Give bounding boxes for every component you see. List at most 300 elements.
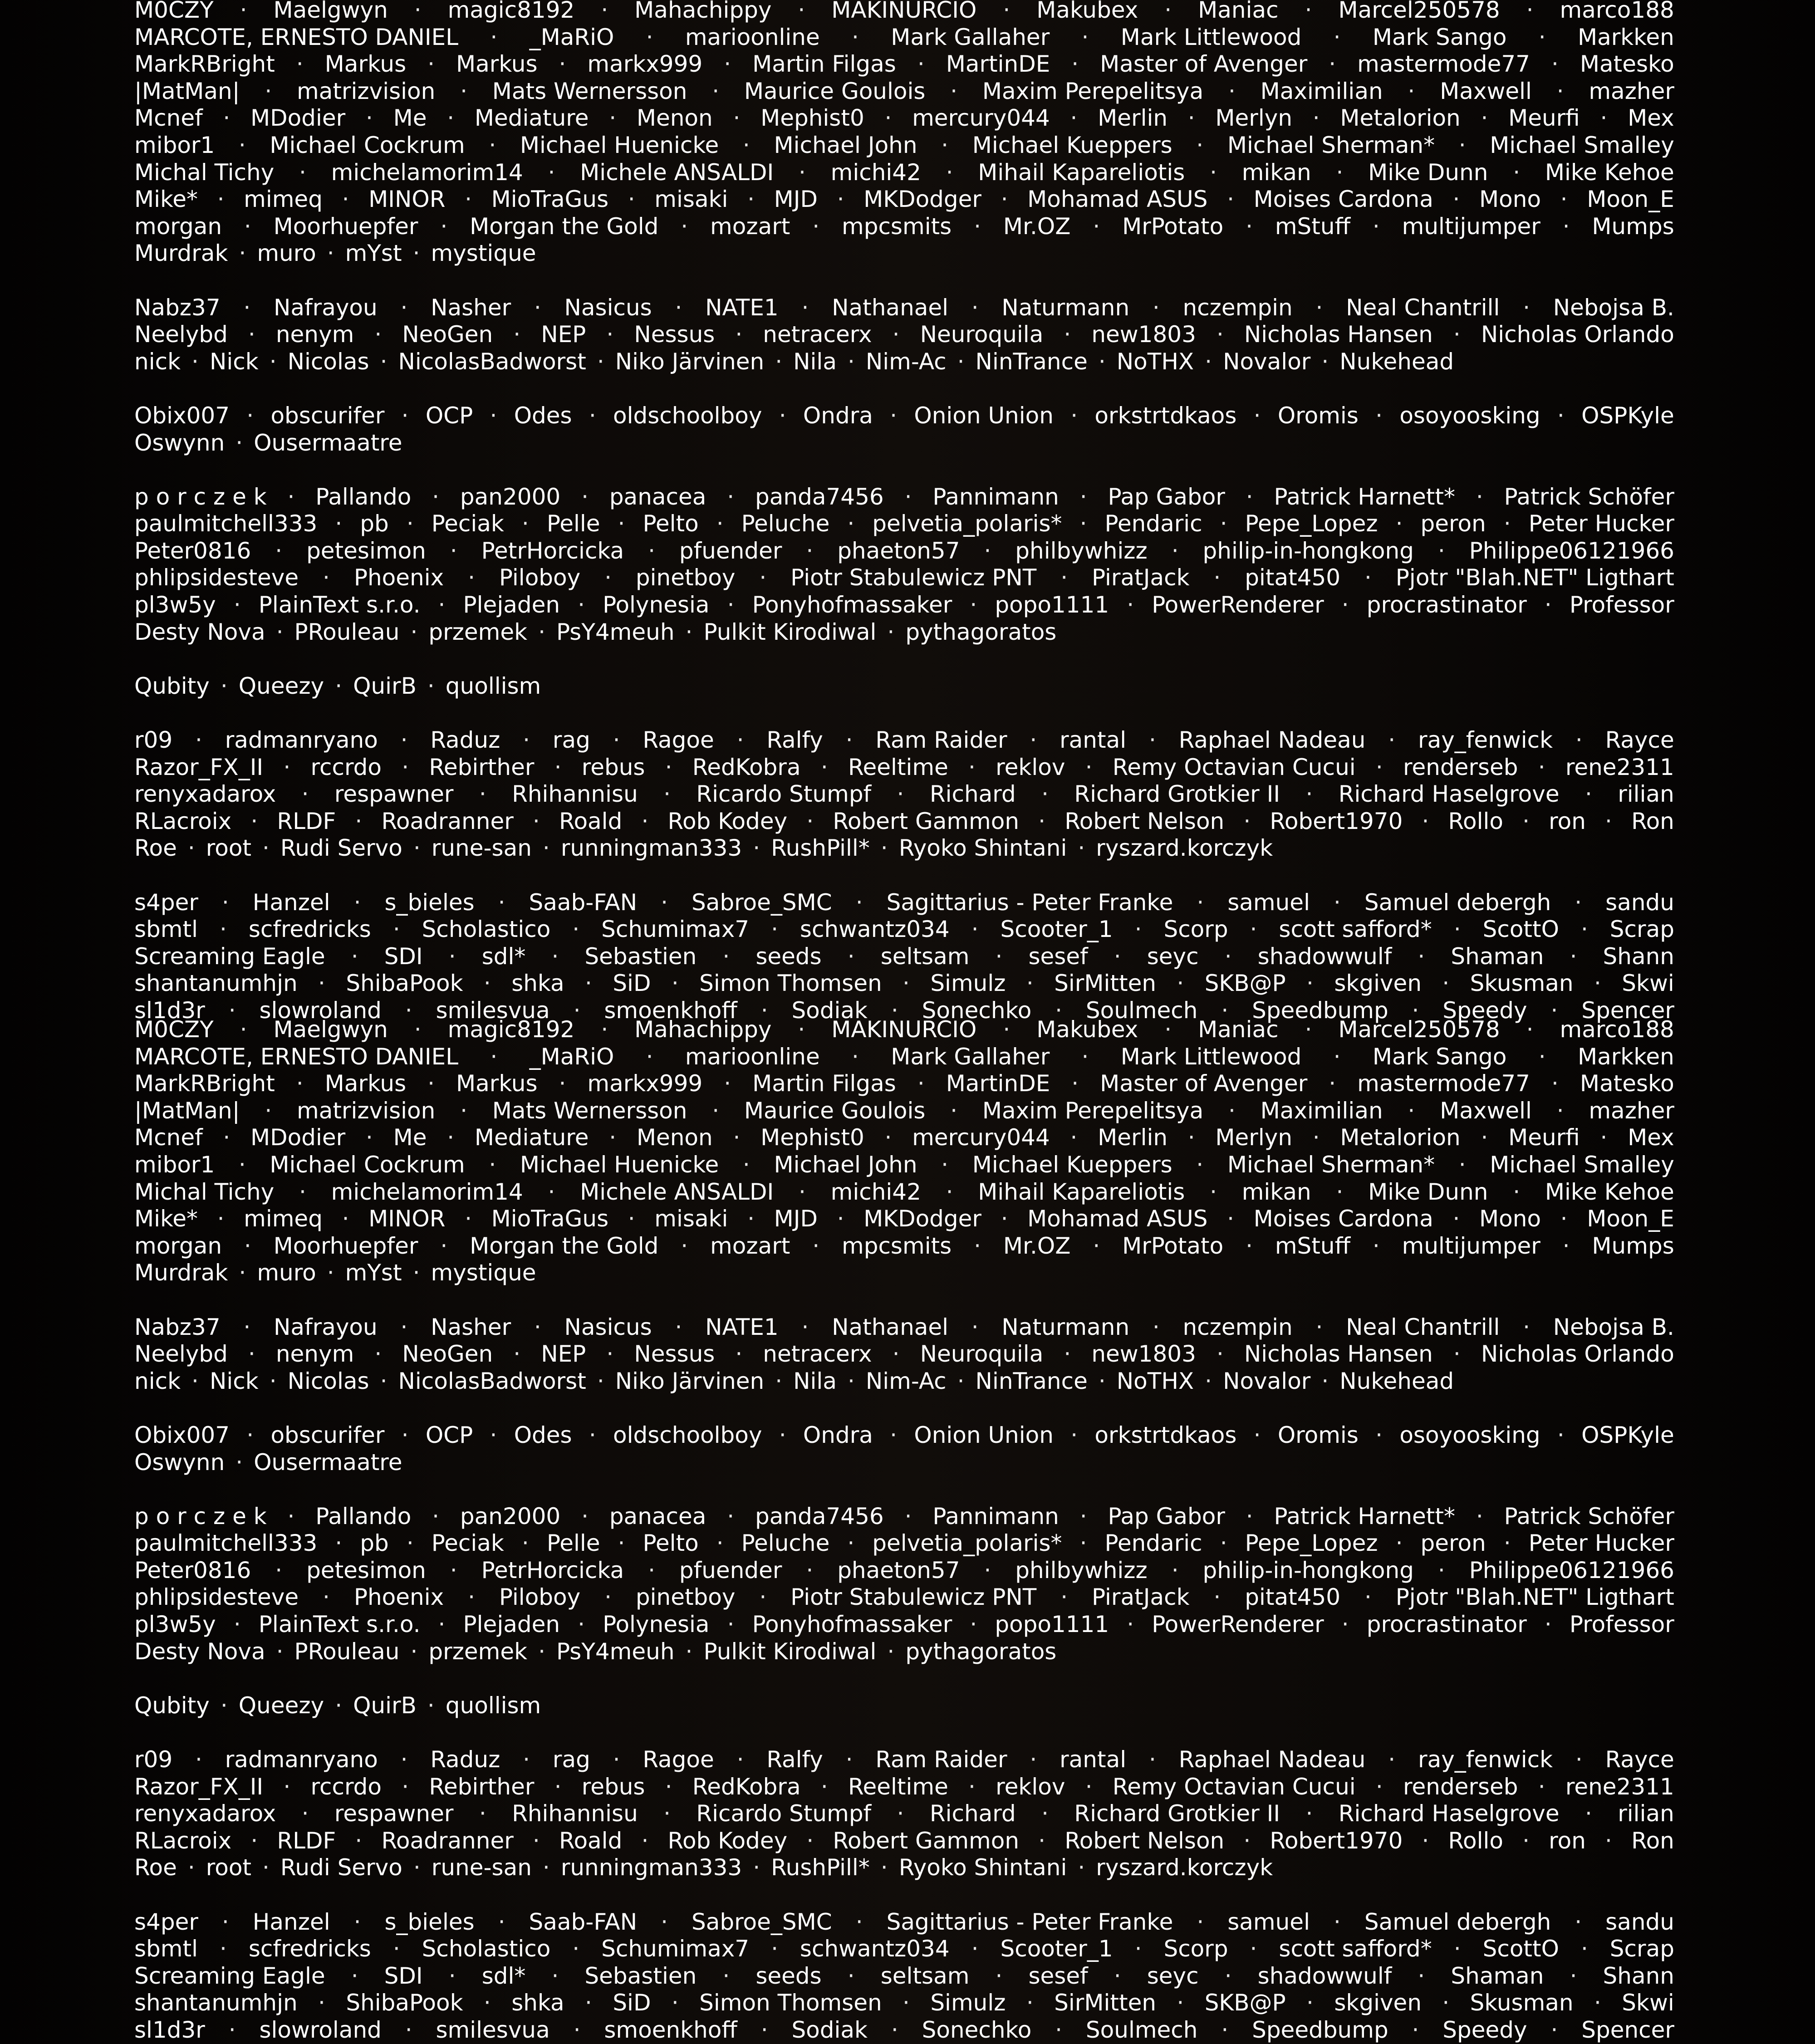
credit-name: samuel xyxy=(1227,1908,1310,1935)
separator-dot: · xyxy=(578,592,585,618)
credit-name: Robert Nelson xyxy=(1064,808,1225,834)
credit-name: Pelle xyxy=(546,510,600,537)
separator-dot: · xyxy=(355,1827,363,1854)
credits-line xyxy=(134,51,1674,78)
credit-name: Piotr Stabulewicz PNT xyxy=(790,1584,1037,1611)
credit-name: Michele ANSALDI xyxy=(580,1178,774,1205)
separator-dot: · xyxy=(852,1043,859,1070)
separator-dot: · xyxy=(1481,105,1488,132)
credit-name: PiratJack xyxy=(1091,564,1190,591)
credits-line xyxy=(134,348,1674,376)
credit-name: MINOR xyxy=(368,186,446,213)
separator-dot: · xyxy=(665,754,672,780)
separator-dot: · xyxy=(712,1097,720,1124)
credit-name: nczempin xyxy=(1182,1314,1293,1340)
credits-line xyxy=(134,1936,1674,1963)
credit-name: r09 xyxy=(134,727,173,754)
credits-section-q xyxy=(134,1692,1674,1746)
separator-dot: · xyxy=(551,943,559,970)
credit-name: mastermode77 xyxy=(1357,1070,1530,1097)
credit-name: Martin Filgas xyxy=(752,1070,896,1097)
credit-name: Rhihannisu xyxy=(512,781,638,808)
credits-line xyxy=(134,1854,1674,1882)
separator-dot: · xyxy=(489,1151,496,1178)
credit-name: Ragoe xyxy=(643,727,714,754)
separator-dot: · xyxy=(968,754,976,780)
separator-dot: · xyxy=(217,1206,225,1232)
separator-dot: · xyxy=(221,1908,229,1935)
separator-dot: · xyxy=(950,78,958,104)
separator-dot: · xyxy=(335,1692,343,1719)
separator-dot: · xyxy=(195,727,202,754)
credit-name: Mats Wernersson xyxy=(492,1097,687,1124)
credit-name: p o r c z e k xyxy=(134,483,267,510)
separator-dot: · xyxy=(355,808,363,834)
credit-name: PowerRenderer xyxy=(1152,1611,1324,1638)
credit-name: root xyxy=(206,835,252,862)
credit-name: seyc xyxy=(1147,1962,1199,1989)
credit-name: PiratJack xyxy=(1091,1584,1190,1611)
separator-dot: · xyxy=(1551,51,1559,78)
credit-name: SiD xyxy=(613,1990,651,2016)
separator-dot: · xyxy=(405,2016,412,2043)
separator-dot: · xyxy=(1197,889,1204,916)
separator-dot: · xyxy=(1148,727,1156,754)
credit-name: Mohamad ASUS xyxy=(1027,186,1208,213)
separator-dot: · xyxy=(217,186,225,213)
credit-name: Michael Kueppers xyxy=(972,132,1172,158)
separator-dot: · xyxy=(233,1611,241,1638)
separator-dot: · xyxy=(233,592,241,618)
credit-name: Patrick Schöfer xyxy=(1504,1503,1674,1529)
separator-dot: · xyxy=(392,916,400,943)
credit-name: Mcnef xyxy=(134,105,203,132)
credit-name: Roe xyxy=(134,835,177,862)
separator-dot: · xyxy=(1481,1124,1488,1151)
credit-name: rilian xyxy=(1618,1800,1674,1827)
credit-name: nick xyxy=(134,1368,181,1394)
credit-name: renyxadarox xyxy=(134,1800,276,1827)
credits-line xyxy=(134,619,1674,646)
separator-dot: · xyxy=(628,1206,635,1232)
separator-dot: · xyxy=(880,1854,888,1881)
credit-name: Odes xyxy=(514,402,572,429)
credit-name: Rollo xyxy=(1448,1827,1504,1854)
separator-dot: · xyxy=(855,1908,863,1935)
credit-name: Simon Thomsen xyxy=(699,1990,882,2016)
separator-dot: · xyxy=(775,1368,783,1394)
credit-name: Ralfy xyxy=(766,1746,823,1773)
credit-name: Martin Filgas xyxy=(752,51,896,78)
separator-dot: · xyxy=(1418,943,1425,970)
separator-dot: · xyxy=(191,1368,199,1394)
credit-name: misaki xyxy=(654,1206,728,1232)
separator-dot: · xyxy=(572,1936,580,1962)
credit-name: samuel xyxy=(1227,889,1310,916)
separator-dot: · xyxy=(283,1773,291,1800)
separator-dot: · xyxy=(1544,1611,1552,1638)
separator-dot: · xyxy=(448,1962,456,1989)
credit-name: Nick xyxy=(209,1368,259,1394)
separator-dot: · xyxy=(897,1800,904,1827)
separator-dot: · xyxy=(559,51,566,78)
credit-name: muro xyxy=(257,240,316,267)
separator-dot: · xyxy=(1408,78,1415,104)
credit-name: Samuel debergh xyxy=(1364,1908,1551,1935)
credit-name: multijumper xyxy=(1402,213,1540,240)
separator-dot: · xyxy=(1437,1557,1445,1583)
separator-dot: · xyxy=(548,1178,555,1205)
credit-name: Mike Dunn xyxy=(1368,1178,1488,1205)
separator-dot: · xyxy=(941,1151,949,1178)
credit-name: Mex xyxy=(1628,105,1674,132)
credit-name: Mahachippy xyxy=(634,0,772,23)
credit-name: PRouleau xyxy=(294,1638,400,1665)
separator-dot: · xyxy=(1600,105,1608,132)
separator-dot: · xyxy=(246,1421,254,1448)
separator-dot: · xyxy=(887,618,895,645)
credit-name: mazher xyxy=(1589,1097,1674,1124)
separator-dot: · xyxy=(589,1421,596,1448)
credit-name: orkstrtdkaos xyxy=(1094,1421,1237,1448)
credit-name: Pendaric xyxy=(1104,1530,1202,1557)
separator-dot: · xyxy=(1562,213,1570,240)
separator-dot: · xyxy=(490,1043,498,1070)
separator-dot: · xyxy=(1453,1936,1461,1962)
separator-dot: · xyxy=(1197,1908,1204,1935)
credit-name: Odes xyxy=(514,1421,572,1448)
separator-dot: · xyxy=(392,1936,400,1962)
section-gap xyxy=(134,456,1674,484)
separator-dot: · xyxy=(1196,1151,1204,1178)
credit-name: renderseb xyxy=(1403,1773,1518,1800)
separator-dot: · xyxy=(479,1800,486,1827)
credit-name: Oswynn xyxy=(134,429,225,456)
separator-dot: · xyxy=(1538,24,1546,50)
separator-dot: · xyxy=(760,997,768,1024)
separator-dot: · xyxy=(318,1990,325,2016)
credit-name: Professor xyxy=(1569,592,1674,618)
separator-dot: · xyxy=(1333,1043,1341,1070)
credit-name: Neal Chantrill xyxy=(1346,294,1500,321)
credit-name: pinetboy xyxy=(635,1584,736,1611)
separator-dot: · xyxy=(1305,1016,1312,1043)
credit-name: Markus xyxy=(324,51,407,78)
credit-name: Marcel250578 xyxy=(1338,0,1500,23)
credit-name: Nasher xyxy=(431,294,511,321)
separator-dot: · xyxy=(1152,1314,1160,1340)
credits-section-m xyxy=(134,0,1674,294)
credit-name: Nim-Ac xyxy=(865,1368,947,1394)
credit-name: Neuroquila xyxy=(920,321,1044,348)
credit-name: shadowwulf xyxy=(1257,943,1392,970)
credit-name: mimeq xyxy=(244,186,323,213)
separator-dot: · xyxy=(414,1016,422,1043)
separator-dot: · xyxy=(1437,537,1445,564)
credits-line xyxy=(134,510,1674,538)
credit-name: Nathanael xyxy=(832,294,949,321)
separator-dot: · xyxy=(1078,835,1085,862)
separator-dot: · xyxy=(228,997,236,1024)
separator-dot: · xyxy=(641,808,649,834)
separator-dot: · xyxy=(244,213,251,240)
credit-name: Pjotr "Blah.NET" Ligthart xyxy=(1395,564,1674,591)
separator-dot: · xyxy=(559,1070,566,1097)
separator-dot: · xyxy=(1562,1232,1570,1259)
credits-line xyxy=(134,1963,1674,1990)
credit-name: mystique xyxy=(431,240,536,267)
section-gap xyxy=(134,862,1674,889)
credits-section-o xyxy=(134,402,1674,484)
credit-name: Patrick Harnett* xyxy=(1274,1503,1456,1529)
credit-name: Ricardo Stumpf xyxy=(696,781,872,808)
credits-line xyxy=(134,1179,1674,1206)
credit-name: Rudi Servo xyxy=(280,835,402,862)
credit-name: smilesvua xyxy=(436,997,550,1024)
credit-name: Mahachippy xyxy=(634,1016,772,1043)
credit-name: Pallando xyxy=(315,483,412,510)
credit-name: Pap Gabor xyxy=(1108,483,1225,510)
separator-dot: · xyxy=(1079,1530,1087,1557)
credit-name: rebus xyxy=(581,754,645,780)
credit-name: Sebastien xyxy=(584,1962,697,1989)
separator-dot: · xyxy=(1041,781,1049,808)
credit-name: panda7456 xyxy=(755,1503,884,1529)
credit-name: Oromis xyxy=(1277,1421,1359,1448)
separator-dot: · xyxy=(648,537,655,564)
credit-name: Maxwell xyxy=(1440,1097,1532,1124)
separator-dot: · xyxy=(1556,78,1564,104)
credit-name: marco188 xyxy=(1560,0,1674,23)
separator-dot: · xyxy=(414,0,422,23)
credit-name: ryszard.korczyk xyxy=(1096,1854,1273,1881)
credit-name: RedKobra xyxy=(692,754,801,780)
separator-dot: · xyxy=(223,105,231,132)
credit-name: petesimon xyxy=(306,1557,426,1583)
credit-name: Roe xyxy=(134,1854,177,1881)
credit-name: MJD xyxy=(774,1206,818,1232)
separator-dot: · xyxy=(771,916,778,943)
credit-name: philbywhizz xyxy=(1015,1557,1148,1583)
separator-dot: · xyxy=(1164,0,1172,23)
credit-name: SKB@P xyxy=(1204,970,1286,997)
separator-dot: · xyxy=(521,1530,529,1557)
separator-dot: · xyxy=(447,1124,455,1151)
credits-line xyxy=(134,159,1674,186)
credit-name: Shann xyxy=(1603,1962,1674,1989)
credit-name: marioonline xyxy=(685,1043,820,1070)
credit-name: seeds xyxy=(755,1962,822,1989)
separator-dot: · xyxy=(1216,1341,1224,1368)
separator-dot: · xyxy=(1538,754,1545,780)
separator-dot: · xyxy=(1060,564,1068,591)
credit-name: sl1d3r xyxy=(134,2016,205,2043)
separator-dot: · xyxy=(716,510,724,537)
separator-dot: · xyxy=(401,1421,409,1448)
separator-dot: · xyxy=(1422,808,1429,834)
separator-dot: · xyxy=(1114,1962,1121,1989)
credit-name: Mark Littlewood xyxy=(1120,1043,1302,1070)
credit-name: RushPill* xyxy=(771,835,870,862)
credit-name: Nicolas xyxy=(287,1368,369,1394)
separator-dot: · xyxy=(1305,781,1313,808)
credit-name: Nasher xyxy=(431,1314,511,1340)
credit-name: Philippe06121966 xyxy=(1469,1557,1674,1583)
credit-name: Spencer xyxy=(1581,2016,1674,2043)
credit-name: SDI xyxy=(384,1962,423,1989)
separator-dot: · xyxy=(1503,510,1511,537)
credits-section-r xyxy=(134,727,1674,889)
separator-dot: · xyxy=(585,970,592,997)
credit-name: oldschoolboy xyxy=(613,1421,762,1448)
credit-name: Michal Tichy xyxy=(134,159,275,186)
credit-name: |MatMan| xyxy=(134,1097,240,1124)
separator-dot: · xyxy=(1312,1124,1320,1151)
credits-section-n xyxy=(134,294,1674,402)
credit-name: Maximilian xyxy=(1260,78,1383,104)
separator-dot: · xyxy=(1246,1503,1253,1529)
credit-name: pitat450 xyxy=(1245,564,1341,591)
separator-dot: · xyxy=(400,294,408,321)
separator-dot: · xyxy=(365,105,373,132)
separator-dot: · xyxy=(1253,402,1261,429)
separator-dot: · xyxy=(1127,1611,1134,1638)
separator-dot: · xyxy=(244,1232,251,1259)
credit-name: Mr.OZ xyxy=(1003,213,1071,240)
separator-dot: · xyxy=(440,213,448,240)
separator-dot: · xyxy=(1418,1962,1425,1989)
separator-dot: · xyxy=(490,402,497,429)
separator-dot: · xyxy=(837,186,844,213)
separator-dot: · xyxy=(1557,1421,1565,1448)
credit-name: shantanumhjn xyxy=(134,1990,298,2016)
credit-name: peron xyxy=(1420,1530,1486,1557)
credit-name: Sagittarius - Peter Franke xyxy=(886,889,1173,916)
credit-name: przemek xyxy=(428,1638,528,1665)
separator-dot: · xyxy=(648,1557,655,1583)
separator-dot: · xyxy=(1551,1070,1559,1097)
credit-name: Skwi xyxy=(1622,1990,1674,2016)
separator-dot: · xyxy=(1213,1584,1221,1611)
separator-dot: · xyxy=(597,348,604,375)
credit-name: Mike Kehoe xyxy=(1545,1178,1674,1205)
separator-dot: · xyxy=(724,51,731,78)
credits-line xyxy=(134,1828,1674,1855)
separator-dot: · xyxy=(1422,1827,1429,1854)
credit-name: Razor_FX_II xyxy=(134,754,264,780)
separator-dot: · xyxy=(532,808,540,834)
credits-line xyxy=(134,673,1674,700)
credit-name: Saab-FAN xyxy=(529,1908,638,1935)
separator-dot: · xyxy=(974,213,981,240)
credit-name: Markus xyxy=(324,1070,407,1097)
separator-dot: · xyxy=(1064,1341,1071,1368)
separator-dot: · xyxy=(427,1692,435,1719)
separator-dot: · xyxy=(950,1097,958,1124)
separator-dot: · xyxy=(581,1503,589,1529)
credit-name: mystique xyxy=(431,1260,536,1286)
credit-name: Polynesia xyxy=(603,592,710,618)
credits-list xyxy=(134,0,1674,1024)
credit-name: ron xyxy=(1549,808,1586,834)
separator-dot: · xyxy=(1526,0,1534,23)
credit-name: Markken xyxy=(1577,1043,1674,1070)
credit-name: Rayce xyxy=(1605,727,1674,754)
separator-dot: · xyxy=(374,321,382,348)
credit-name: Nicholas Hansen xyxy=(1244,1341,1433,1368)
credit-name: procrastinator xyxy=(1366,1611,1527,1638)
credit-name: seyc xyxy=(1147,943,1199,970)
credit-name: schwantz034 xyxy=(800,1936,950,1962)
credit-name: Moises Cardona xyxy=(1253,186,1433,213)
credit-name: mikan xyxy=(1241,1178,1311,1205)
separator-dot: · xyxy=(335,672,343,699)
separator-dot: · xyxy=(1476,483,1483,510)
credit-name: Michael Sherman* xyxy=(1227,132,1435,158)
separator-dot: · xyxy=(891,997,898,1024)
separator-dot: · xyxy=(1220,510,1227,537)
credit-name: OCP xyxy=(425,402,473,429)
credit-name: Marcel250578 xyxy=(1338,1016,1500,1043)
separator-dot: · xyxy=(904,1503,912,1529)
credits-line xyxy=(134,240,1674,267)
credit-name: mYst xyxy=(345,1260,402,1286)
credit-name: Peciak xyxy=(431,510,504,537)
credit-name: Nafrayou xyxy=(274,294,378,321)
credit-name: Scooter_1 xyxy=(1000,1936,1113,1962)
credit-name: MINOR xyxy=(368,1206,446,1232)
separator-dot: · xyxy=(847,348,855,375)
credit-name: NATE1 xyxy=(705,1314,779,1340)
separator-dot: · xyxy=(1570,1962,1577,1989)
separator-dot: · xyxy=(374,1341,382,1368)
credit-name: Ondra xyxy=(803,402,873,429)
credit-name: Skusman xyxy=(1470,1990,1574,2016)
separator-dot: · xyxy=(1127,592,1134,618)
credit-name: michelamorim14 xyxy=(331,1178,523,1205)
credit-name: Scrap xyxy=(1609,1936,1674,1962)
separator-dot: · xyxy=(440,1232,448,1259)
credit-name: Michael Huenicke xyxy=(520,1151,719,1178)
separator-dot: · xyxy=(1503,1530,1511,1557)
credit-name: Mohamad ASUS xyxy=(1027,1206,1208,1232)
credit-name: RLDF xyxy=(277,1827,336,1854)
credit-name: Ousermaatre xyxy=(254,1449,402,1475)
separator-dot: · xyxy=(1364,564,1372,591)
separator-dot: · xyxy=(318,970,325,997)
separator-dot: · xyxy=(995,943,1003,970)
credit-name: Ralfy xyxy=(766,727,823,754)
separator-dot: · xyxy=(852,24,859,50)
credit-name: sbmtl xyxy=(134,1936,198,1962)
credit-name: Nicholas Hansen xyxy=(1244,321,1433,348)
separator-dot: · xyxy=(489,132,496,158)
credits-line xyxy=(134,1152,1674,1179)
credit-name: mStuff xyxy=(1275,1232,1351,1259)
separator-dot: · xyxy=(513,1341,521,1368)
credit-name: runningman333 xyxy=(560,835,742,862)
credit-name: Mats Wernersson xyxy=(492,78,687,104)
separator-dot: · xyxy=(779,402,786,429)
separator-dot: · xyxy=(1575,1746,1583,1773)
credits-section-p xyxy=(134,484,1674,673)
separator-dot: · xyxy=(400,727,408,754)
separator-dot: · xyxy=(353,1908,361,1935)
credit-name: Patrick Schöfer xyxy=(1504,483,1674,510)
credit-name: Scholastico xyxy=(422,1936,551,1962)
credit-name: phaeton57 xyxy=(837,537,960,564)
credit-name: Nebojsa B. xyxy=(1553,1314,1674,1340)
